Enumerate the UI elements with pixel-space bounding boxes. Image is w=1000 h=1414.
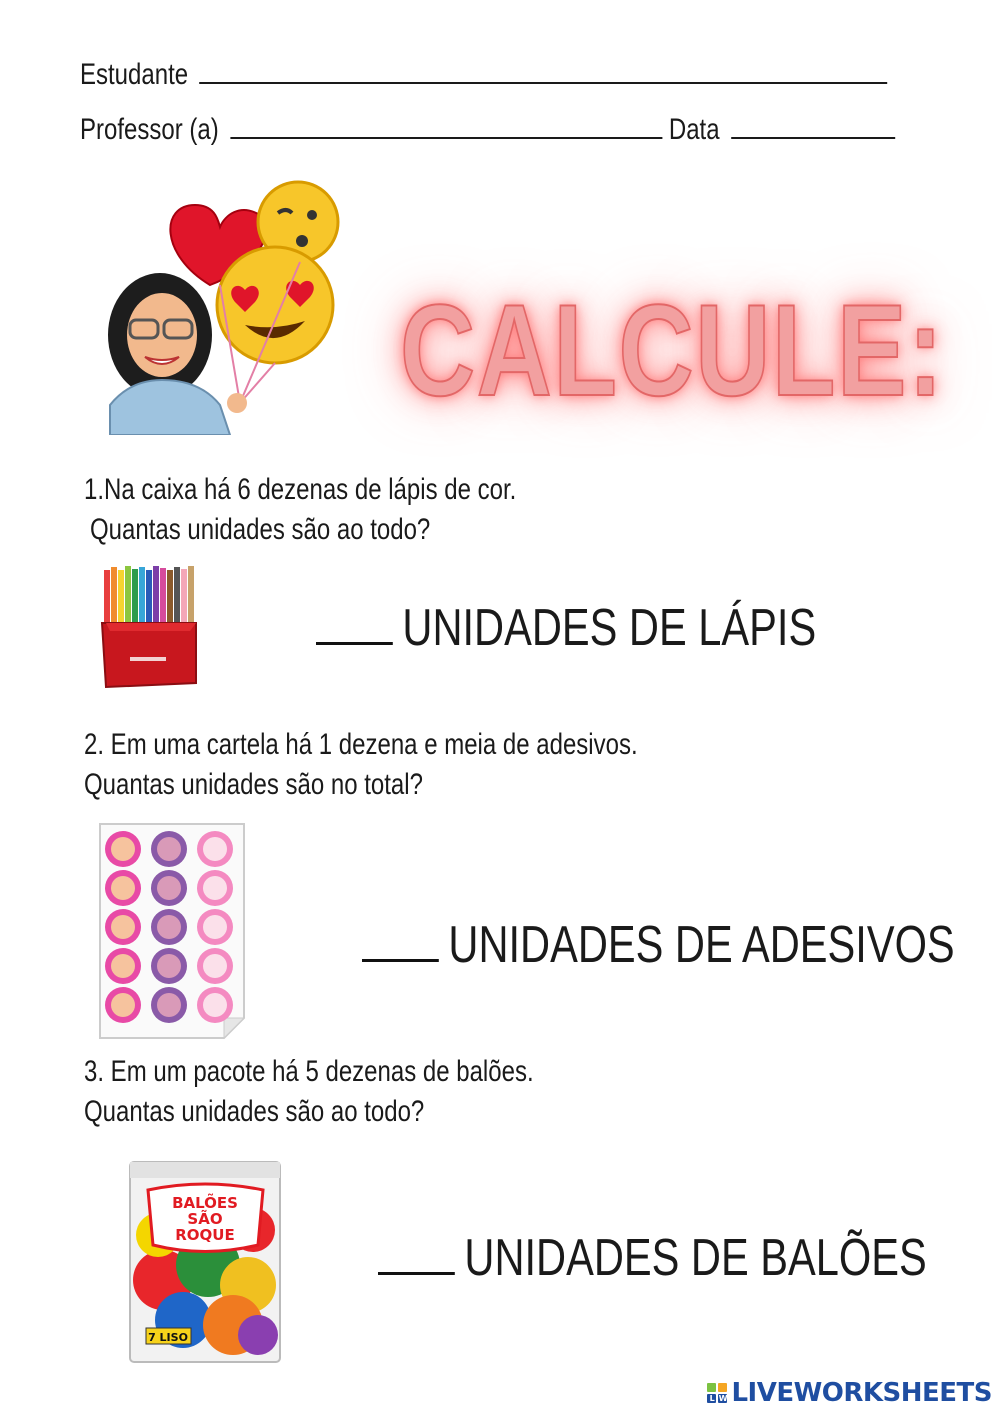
answer-1-blank[interactable] (316, 602, 393, 645)
answer-2 (362, 915, 1000, 975)
date-label: Data (668, 113, 720, 146)
balloon-pack-icon (128, 1160, 283, 1365)
student-line (80, 58, 1000, 92)
question-2 (84, 725, 776, 805)
page-title: CALCULE: (400, 277, 945, 423)
student-label: Estudante (80, 58, 189, 91)
question-1-line2: Quantas unidades são ao todo? (90, 513, 431, 546)
question-1 (84, 470, 624, 550)
liveworksheets-logo-text: LIVEWORKSHEETS (731, 1378, 992, 1408)
answer-1 (316, 598, 941, 658)
teacher-date-line (80, 113, 1000, 147)
question-1-line1: 1.Na caixa há 6 dezenas de lápis de cor. (84, 473, 517, 506)
question-3-line2: Quantas unidades são ao todo? (84, 1095, 425, 1128)
answer-3 (378, 1228, 1000, 1288)
answer-2-label: UNIDADES DE ADESIVOS (448, 916, 955, 974)
question-3 (84, 1052, 646, 1132)
question-3-line1: 3. Em um pacote há 5 dezenas de balões. (84, 1055, 534, 1088)
answer-3-label: UNIDADES DE BALÕES (464, 1229, 927, 1287)
colored-pencils-box-icon (100, 565, 200, 690)
teacher-label: Professor (a) (80, 113, 219, 146)
teacher-name-blank[interactable] (230, 113, 662, 139)
liveworksheets-logo[interactable] (707, 1378, 992, 1408)
pack-brand-line3: ROQUE (175, 1226, 235, 1244)
liveworksheets-logo-icon: L W (707, 1383, 727, 1403)
pack-tag: 7 LISO (148, 1331, 188, 1344)
answer-3-blank[interactable] (378, 1232, 455, 1275)
question-2-line1: 2. Em uma cartela há 1 dezena e meia de adesivos. (84, 728, 638, 761)
avatar-with-balloons (100, 175, 350, 435)
answer-1-label: UNIDADES DE LÁPIS (402, 599, 817, 657)
student-name-blank[interactable] (200, 58, 888, 84)
heart-eyes-emoji-balloon-icon (217, 247, 333, 363)
pack-brand-line2: SÃO (187, 1210, 223, 1228)
sticker-sheet-icon (98, 822, 246, 1040)
date-blank[interactable] (731, 113, 895, 139)
answer-2-blank[interactable] (362, 919, 439, 962)
question-2-line2: Quantas unidades são no total? (84, 768, 423, 801)
pack-brand-line1: BALÕES (172, 1194, 238, 1212)
